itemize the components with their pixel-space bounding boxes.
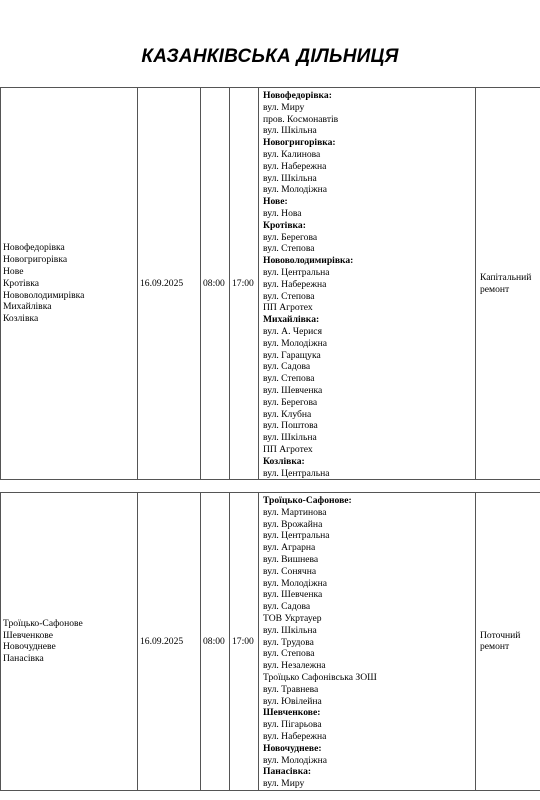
street-item: вул. Шкільна bbox=[263, 125, 317, 137]
street-item: вул. Ювілейна bbox=[263, 695, 322, 707]
date-cell: 16.09.2025 bbox=[138, 493, 201, 791]
street-item: вул. Шевченка bbox=[263, 384, 323, 396]
end-time-cell: 17:00 bbox=[230, 493, 259, 791]
street-item: вул. Степова bbox=[263, 243, 315, 255]
street-item: вул. Берегова bbox=[263, 231, 318, 243]
address-list-cell bbox=[259, 88, 476, 480]
street-item: вул. Шевченка bbox=[263, 589, 323, 601]
street-item: пров. Космонавтів bbox=[263, 113, 339, 125]
street-item: вул. Шкільна bbox=[263, 432, 317, 444]
schedule-table-1 bbox=[0, 87, 540, 480]
village-name: Кротівка bbox=[3, 277, 40, 289]
table-row bbox=[1, 88, 540, 480]
street-item: вул. Гаращука bbox=[263, 349, 321, 361]
street-item: ПП Агротех bbox=[263, 302, 313, 314]
settlement-heading: Панасівка: bbox=[263, 766, 312, 778]
street-item: вул. Шкільна bbox=[263, 172, 317, 184]
street-item: вул. Травнева bbox=[263, 683, 319, 695]
street-item: вул. Берегова bbox=[263, 396, 318, 408]
settlement-heading: Нове: bbox=[263, 196, 288, 208]
street-item: вул. Мартинова bbox=[263, 506, 327, 518]
village-name: Новогригорівка bbox=[3, 254, 68, 266]
street-item: вул. Нова bbox=[263, 207, 302, 219]
village-name: Новочудневе bbox=[3, 641, 56, 653]
settlement-heading: Новочудневе: bbox=[263, 742, 322, 754]
street-item: вул. Садова bbox=[263, 361, 311, 373]
village-name: Новофедорівка bbox=[3, 242, 65, 254]
street-item: вул. А. Черися bbox=[263, 325, 322, 337]
street-item: вул. Набережна bbox=[263, 730, 327, 742]
settlement-heading: Новофедорівка: bbox=[263, 90, 332, 101]
table-row bbox=[1, 493, 540, 791]
villages-cell bbox=[1, 493, 138, 791]
street-item: вул. Центральна bbox=[263, 266, 330, 278]
street-item: вул. Набережна bbox=[263, 278, 327, 290]
street-item: вул. Молодіжна bbox=[263, 184, 327, 196]
villages-cell bbox=[1, 88, 138, 480]
street-item: вул. Врожайна bbox=[263, 518, 323, 530]
street-item: вул. Миру bbox=[263, 101, 305, 113]
street-item: вул. Молодіжна bbox=[263, 577, 327, 589]
street-item: вул. Аграрна bbox=[263, 542, 316, 554]
village-name: Шевченкове bbox=[3, 629, 54, 641]
street-item: вул. Садова bbox=[263, 601, 311, 613]
street-item: вул. Незалежна bbox=[263, 660, 326, 672]
street-item: вул. Степова bbox=[263, 290, 315, 302]
street-item: вул. Поштова bbox=[263, 420, 318, 432]
street-item: вул. Степова bbox=[263, 648, 315, 660]
settlement-heading: Новогригорівка: bbox=[263, 137, 336, 149]
start-time-cell: 08:00 bbox=[201, 493, 230, 791]
street-item: вул. Центральна bbox=[263, 530, 330, 542]
street-item: Троїцько Сафонівська ЗОШ bbox=[263, 671, 377, 683]
street-item: вул. Пігарьова bbox=[263, 719, 322, 731]
settlement-heading: Троїцько-Сафонове: bbox=[263, 495, 352, 506]
street-item: вул. Молодіжна bbox=[263, 337, 327, 349]
work-type-cell: Капітальний ремонт bbox=[476, 88, 540, 480]
street-item: вул. Набережна bbox=[263, 160, 327, 172]
settlement-heading: Нововолодимирівка: bbox=[263, 255, 354, 267]
date-cell: 16.09.2025 bbox=[138, 88, 201, 480]
settlement-heading: Михайлівка: bbox=[263, 314, 320, 326]
street-item: вул. Трудова bbox=[263, 636, 314, 648]
street-item: вул. Калинова bbox=[263, 148, 321, 160]
schedule-table-2 bbox=[0, 492, 540, 791]
start-time-cell: 08:00 bbox=[201, 88, 230, 480]
street-item: вул. Сонячна bbox=[263, 565, 317, 577]
street-item: вул. Вишнева bbox=[263, 553, 319, 565]
village-name: Панасівка bbox=[3, 653, 44, 665]
village-name: Нове bbox=[3, 265, 24, 277]
settlement-heading: Кротівка: bbox=[263, 219, 306, 231]
street-item: вул. Степова bbox=[263, 373, 315, 385]
village-name: Троїцько-Сафонове bbox=[3, 617, 83, 629]
page-title: КАЗАНКІВСЬКА ДІЛЬНИЦЯ bbox=[141, 46, 399, 67]
settlement-heading: Шевченкове: bbox=[263, 707, 321, 719]
settlement-heading: Козлівка: bbox=[263, 455, 305, 467]
village-name: Михайлівка bbox=[3, 301, 52, 313]
street-item: вул. Шкільна bbox=[263, 624, 317, 636]
village-name: Нововолодимирівка bbox=[3, 289, 85, 301]
village-name: Козлівка bbox=[3, 313, 39, 325]
street-item: вул. Клубна bbox=[263, 408, 312, 420]
street-item: вул. Миру bbox=[263, 778, 305, 790]
street-item: ТОВ Укртауер bbox=[263, 612, 322, 624]
address-list-cell bbox=[259, 493, 476, 791]
end-time-cell: 17:00 bbox=[230, 88, 259, 480]
work-type-cell: Поточний ремонт bbox=[476, 493, 540, 791]
street-item: вул. Центральна bbox=[263, 467, 330, 479]
street-item: ПП Агротех bbox=[263, 443, 313, 455]
street-item: вул. Молодіжна bbox=[263, 754, 327, 766]
